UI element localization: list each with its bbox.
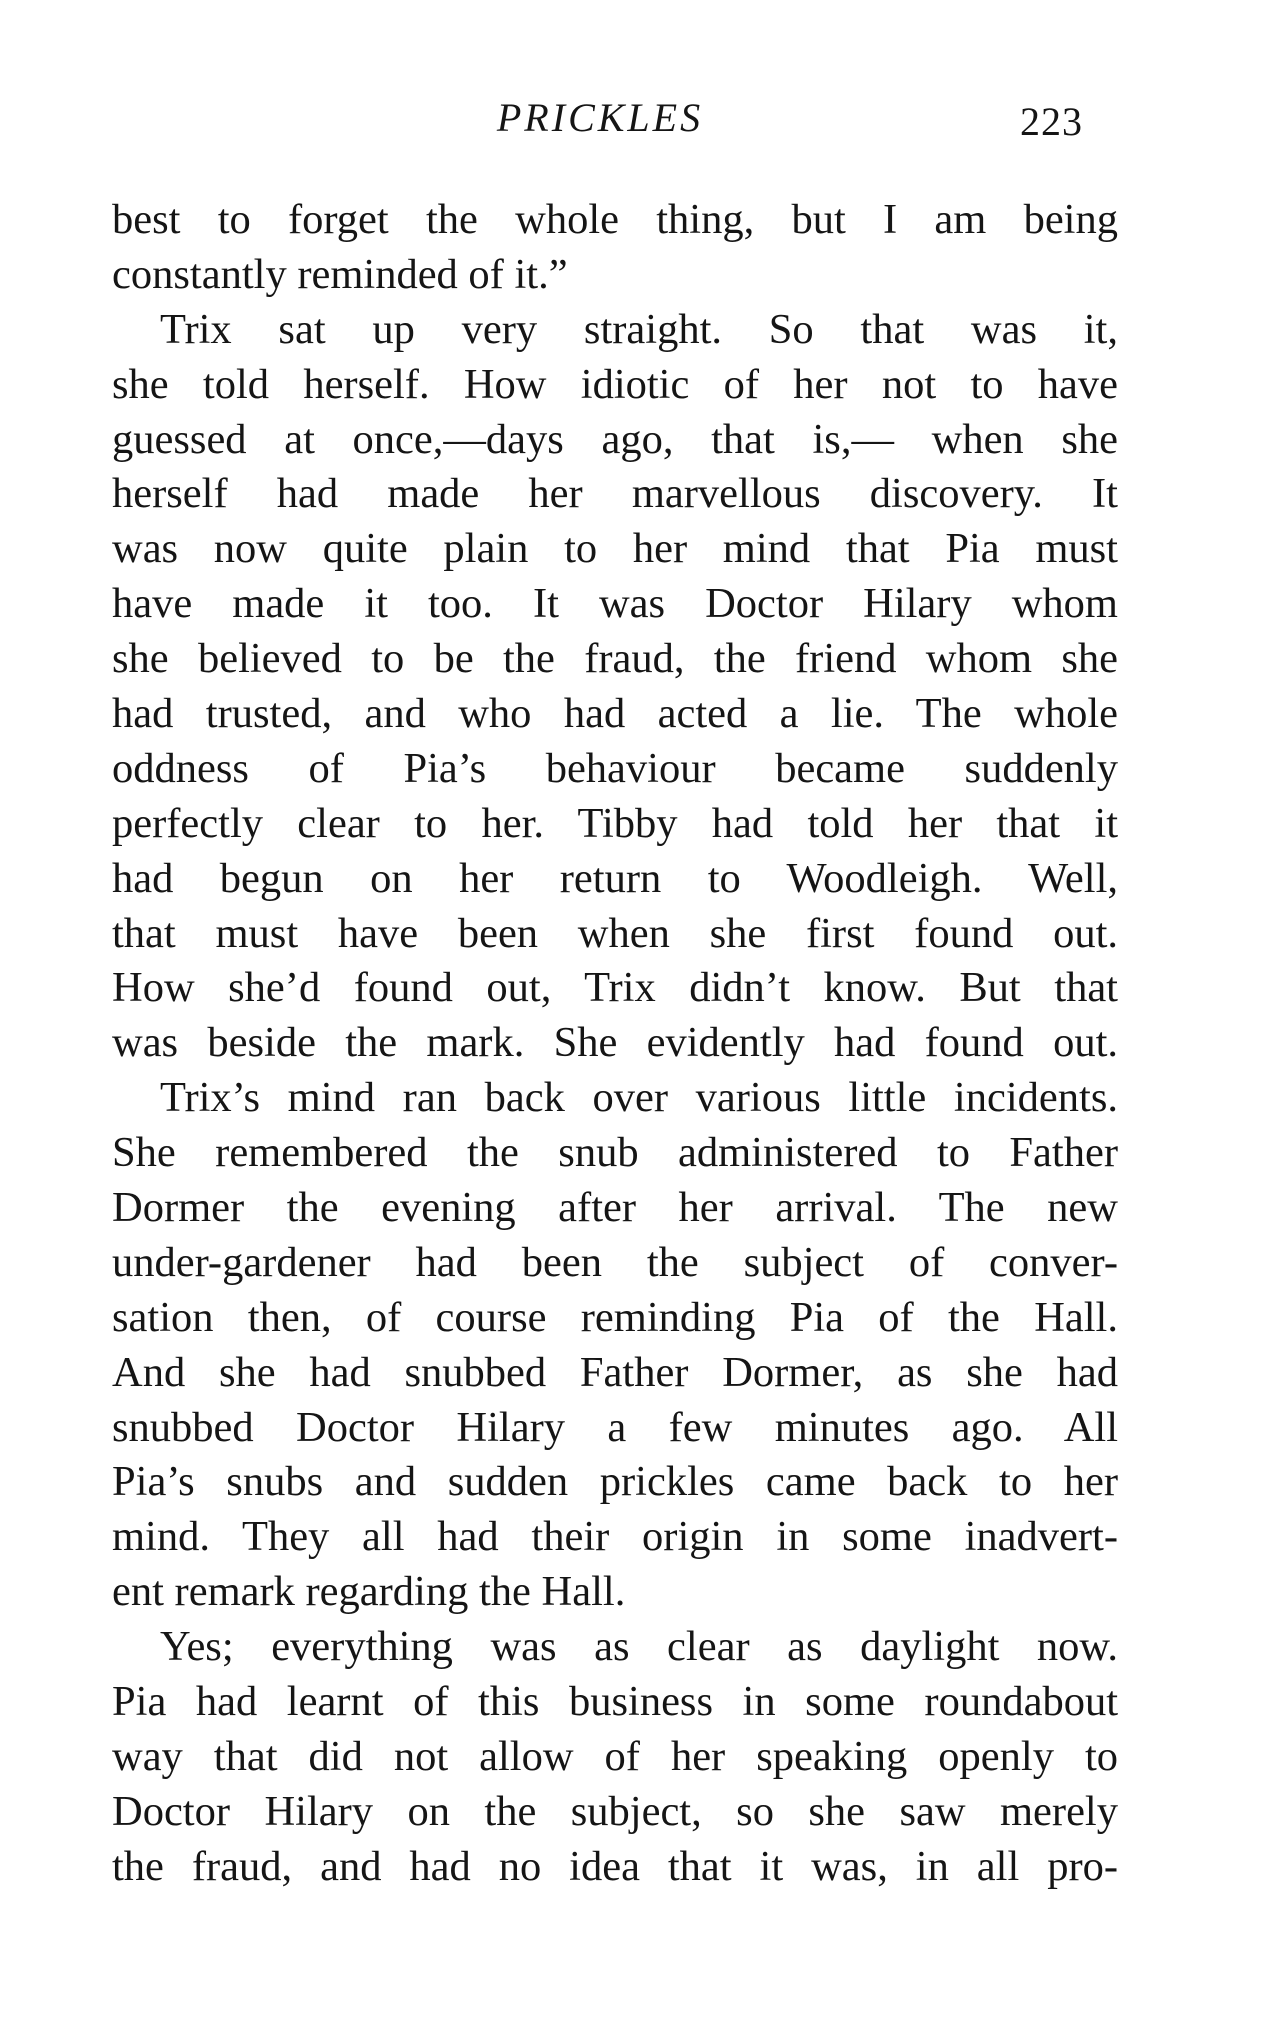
- text-line: she believed to be the fraud, the friend whom she: [112, 635, 1118, 683]
- text-line: snubbed Doctor Hilary a few minutes ago. All: [112, 1403, 1118, 1451]
- text-line: guessed at once,—days ago, that is,— when she: [112, 415, 1118, 463]
- running-head: [0, 88, 1288, 148]
- text-line: sation then, of course reminding Pia of the Hall.: [112, 1293, 1118, 1341]
- text-line: Dormer the evening after her arrival. The new: [112, 1184, 1118, 1232]
- running-title: PRICKLES: [496, 95, 704, 140]
- text-line: the fraud, and had no idea that it was, in all pro-: [112, 1842, 1118, 1890]
- text-line: ent remark regarding the Hall.: [112, 1568, 626, 1616]
- text-line: she told herself. How idiotic of her not to have: [112, 360, 1118, 408]
- text-line: under-gardener had been the subject of conver-: [112, 1238, 1118, 1286]
- text-line: best to forget the whole thing, but I am being: [112, 196, 1118, 243]
- text-line: was beside the mark. She evidently had found out.: [112, 1019, 1118, 1067]
- body-text: [112, 193, 1118, 1895]
- text-line: herself had made her marvellous discovery. It: [112, 470, 1118, 518]
- text-line: How she’d found out, Trix didn’t know. But that: [112, 964, 1118, 1012]
- text-line: had trusted, and who had acted a lie. The whole: [112, 690, 1118, 738]
- text-line: constantly reminded of it.”: [112, 250, 568, 298]
- text-line: perfectly clear to her. Tibby had told her that it: [112, 799, 1118, 847]
- text-line: oddness of Pia’s behaviour became suddenly: [112, 744, 1118, 792]
- text-line: She remembered the snub administered to Father: [112, 1129, 1118, 1177]
- text-line: mind. They all had their origin in some inadvert-: [112, 1513, 1118, 1561]
- text-line: had begun on her return to Woodleigh. Well,: [112, 854, 1118, 902]
- text-line: Pia had learnt of this business in some roundabout: [112, 1678, 1118, 1726]
- text-line: Doctor Hilary on the subject, so she saw merely: [112, 1787, 1118, 1835]
- text-line: that must have been when she first found out.: [112, 909, 1118, 957]
- text-line: And she had snubbed Father Dormer, as she had: [112, 1348, 1118, 1396]
- text-line: Trix sat up very straight. So that was it,: [160, 305, 1118, 353]
- text-line: have made it too. It was Doctor Hilary whom: [112, 580, 1118, 628]
- page-number: 223: [1020, 99, 1083, 144]
- text-line: way that did not allow of her speaking openly to: [112, 1732, 1118, 1780]
- text-line: Yes; everything was as clear as daylight now.: [160, 1623, 1118, 1671]
- text-line: Trix’s mind ran back over various little incidents.: [160, 1074, 1118, 1122]
- text-line: was now quite plain to her mind that Pia must: [112, 525, 1118, 573]
- text-line: Pia’s snubs and sudden prickles came back to her: [112, 1458, 1118, 1506]
